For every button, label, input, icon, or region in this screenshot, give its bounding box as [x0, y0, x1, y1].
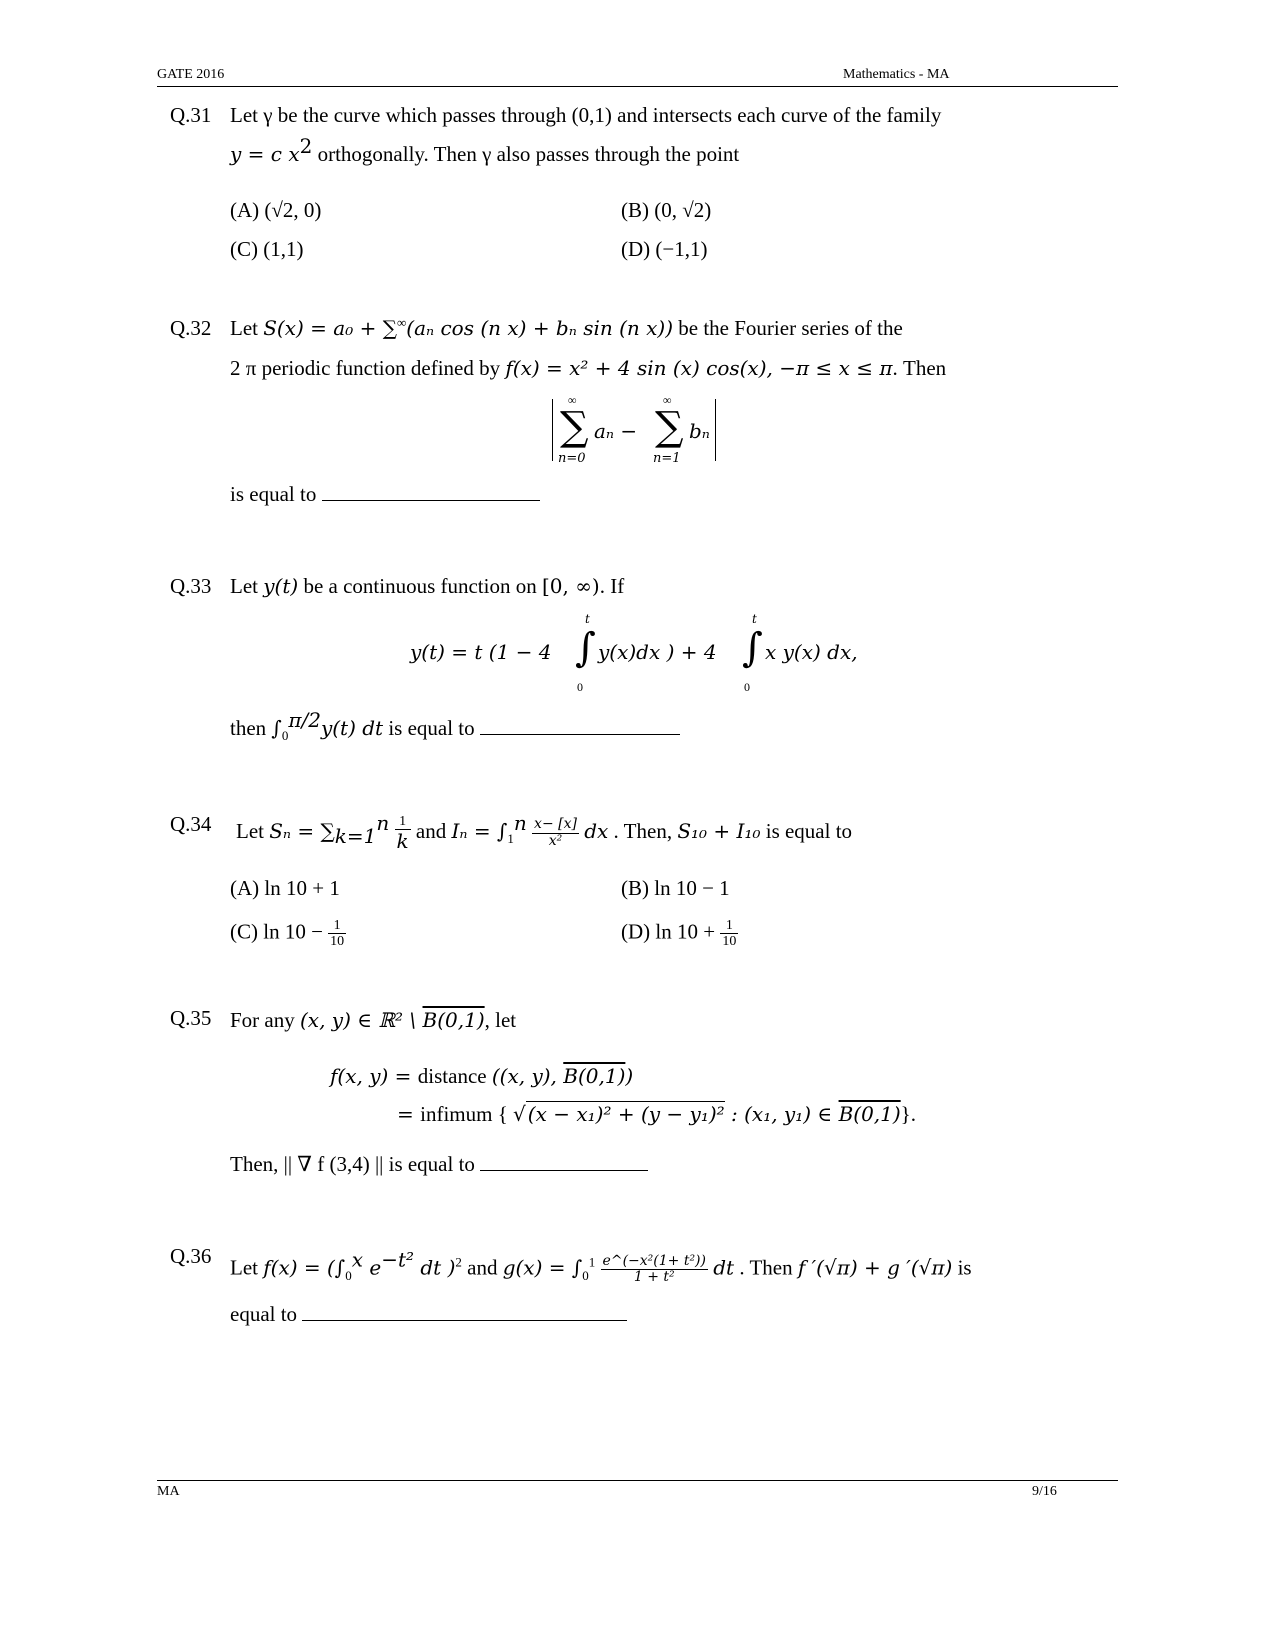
sum-lower-1: n=0 [558, 451, 586, 466]
q31-option-b: (B) (0, √2) [621, 198, 712, 222]
q34-option-d: (D) ln 10 + $\frac{1}{10}$ [621, 918, 737, 950]
q33-integral-1: ∫ [575, 625, 596, 671]
q33-int2-lower: 0 [744, 680, 750, 694]
q31-option-d: (D) (−1,1) [621, 237, 708, 261]
abs-bar-right [715, 399, 716, 461]
q33-int1-upper: t [585, 612, 590, 626]
q36-line1: Let $f(x) = (\int_0^x$ $e^{-t^2}$ dt )$^2$ and $g(x) = \int_0^1$ $\frac{\text{e\textasciicircum{}(−x²(1+ t²))}}{\text{1 + t²}}$ dt . Then f ′(√π) + g ′(√π) is [230, 1247, 972, 1286]
q32-number: Q.32 [170, 316, 212, 340]
q33-number: Q.33 [170, 574, 212, 598]
q34-option-b: (B) ln 10 − 1 [621, 876, 730, 900]
q34-option-c: (C) ln 10 − $\frac{1}{10}$ [230, 918, 345, 950]
header-rule [157, 86, 1118, 87]
header-right: Mathematics - MA [843, 67, 950, 82]
q33-integral-2: ∫ [742, 625, 763, 671]
answer-blank [480, 733, 680, 735]
answer-blank [480, 1169, 648, 1171]
q31-line1: Let γ be the curve which passes through (0,1) and intersects each curve of the family [230, 103, 942, 127]
q32-tail: is equal to [230, 482, 540, 507]
sigma-1: ∑ [560, 404, 589, 450]
q34-line1: Let $S_n = \sum_{k=1}^n$ $\frac{1}{k}$ and $I_n = \int_1^n$ $\frac{x- [x]}{\text{x²}}$ dx . Then, S₁₀ + I₁₀ is equal to [236, 811, 853, 854]
q36-line2: equal to [230, 1302, 627, 1327]
q33-display-equation [410, 610, 880, 700]
q35-then: Then, || ∇ f (3,4) || is equal to [230, 1152, 648, 1177]
q35-number: Q.35 [170, 1006, 212, 1030]
q32-line2: 2 π periodic function defined by f(x) = x² + 4 sin (x) cos(x), −π ≤ x ≤ π. Then [230, 356, 947, 380]
q34-number: Q.34 [170, 812, 212, 836]
q33-int1-lower: 0 [577, 680, 583, 694]
sum-upper-2: ∞ [663, 393, 672, 407]
q31-number: Q.31 [170, 103, 212, 127]
q31-option-a: (A) (√2, 0) [230, 198, 322, 222]
disp-an: aₙ − [594, 419, 638, 443]
footer-rule [157, 1480, 1118, 1481]
q35-line1: For any (x, y) ∈ ℝ² \ B(0,1), let [230, 1008, 517, 1032]
q36-number: Q.36 [170, 1244, 212, 1268]
answer-blank [302, 1319, 627, 1321]
answer-blank [322, 499, 540, 501]
disp-bn: bₙ [689, 419, 710, 443]
header-left: GATE 2016 [157, 67, 225, 82]
sum-lower-2: n=1 [653, 451, 681, 466]
q34-option-a: (A) ln 10 + 1 [230, 876, 340, 900]
q33-eq-mid: y(x)dx ) + 4 [598, 640, 717, 664]
sigma-2: ∑ [655, 404, 684, 450]
q33-eq-lhs: y(t) = t (1 − 4 [410, 640, 552, 664]
sum-upper-1: ∞ [568, 393, 577, 407]
q33-line1: Let y(t) be a continuous function on [0, ∞). If [230, 574, 625, 598]
q35-infimum: = infimum { √ (x − x₁)² + (y − y₁)² : (x₁, y₁) ∈ B(0,1)}. [397, 1102, 917, 1126]
q33-eq-rhs: x y(x) dx, [765, 640, 858, 664]
abs-bar-left [552, 399, 553, 461]
q32-line1: Let S(x) = a₀ + ∑∞(aₙ cos (n x) + bₙ sin (n x)) be the Fourier series of the [230, 315, 903, 340]
q33-int2-upper: t [752, 612, 757, 626]
q33-then: then $\int_0^{\pi/2}y(t)$ dt is equal to [230, 716, 680, 741]
q32-display-formula [552, 395, 722, 467]
q35-f-definition: f(x, y) = distance ((x, y), B(0,1)) [330, 1064, 634, 1088]
q31-option-c: (C) (1,1) [230, 237, 304, 261]
page-number: 9/16 [1032, 1484, 1057, 1499]
q31-line2: y = c $x^2$ orthogonally. Then γ also passes through the point [230, 134, 740, 166]
footer-left: MA [157, 1484, 180, 1499]
